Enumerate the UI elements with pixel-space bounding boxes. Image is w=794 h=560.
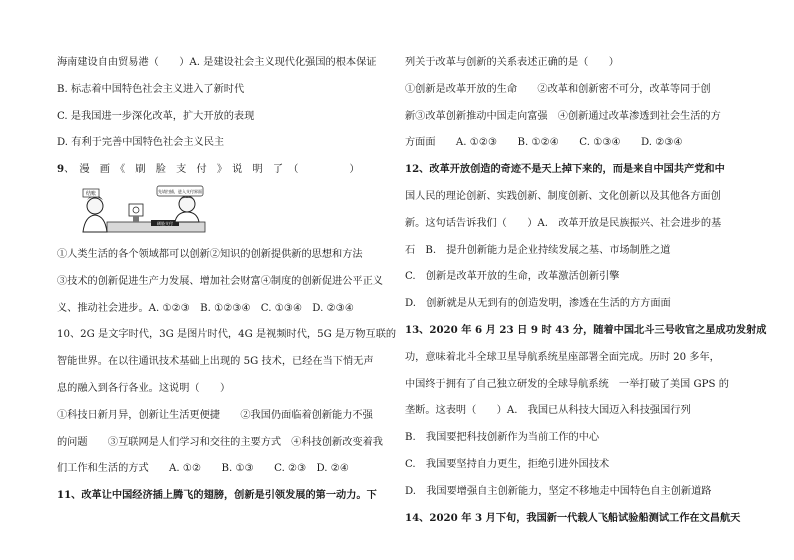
q11-statements-line-2: 新③改革创新推动中国走向富强 ④创新通过改革渗透到社会生活的方	[405, 110, 721, 122]
q12-option-d: D. 创新就是从无到有的创造发明，渗透在生活的方方面面	[405, 298, 671, 310]
q12-stem-line-1: 12、改革开放创造的奇迹不是天上掉下来的，而是来自中国共产党和中	[405, 163, 725, 176]
q9-options: 义、推动社会进步。A. ①②③ B. ①②③④ C. ①③④ D. ②③④	[57, 302, 354, 314]
cashier-body	[175, 212, 199, 222]
q13-stem-line-3: 中国终于拥有了自己独立研发的全球导航系统 一举打破了美国 GPS 的	[405, 378, 729, 390]
face-pay-cartoon	[77, 184, 209, 236]
cashier-head	[179, 196, 195, 212]
checkout-tag-text: 结账	[85, 190, 97, 197]
q13-option-d: D. 我国要增强自主创新能力，坚定不移地走中国特色自主创新道路	[405, 485, 712, 497]
q11-stem-line-2: 列关于改革与创新的关系表述正确的是（ ）	[405, 57, 619, 68]
q13-option-b: B. 我国要把科技创新作为当前工作的中心	[405, 432, 600, 444]
customer-body	[83, 215, 107, 232]
q12-stem-line-3: 新。这句话告诉我们（ ）A. 改革开放是民族振兴、社会进步的基	[405, 217, 722, 229]
q9-statements-line-2: ③技术的创新促进生产力发展、增加社会财富④制度的创新促进公平正义	[57, 275, 383, 287]
kiosk-screen	[129, 204, 143, 216]
q8-option-a-line: 海南建设自由贸易港（ ）A. 是建设社会主义现代化强国的根本保证	[57, 57, 377, 68]
q11-statements-line-1: ①创新是改革开放的生命 ②改革和创新密不可分，改革等同于创	[405, 83, 711, 95]
q11-stem-line-1: 11、改革让中国经济插上腾飞的翅膀，创新是引领发展的第一动力。下	[57, 489, 377, 502]
q12-stem-line-2: 国人民的理论创新、实践创新、制度创新、文化创新以及其他各方面创	[405, 190, 721, 202]
pay-screen-text: 刷脸支付	[157, 220, 173, 226]
q8-option-c: C. 是我国进一步深化改革，扩大开放的表现	[57, 110, 255, 122]
q11-options: 方面面 A. ①②③ B. ①②④ C. ①③④ D. ②③④	[405, 137, 683, 149]
q10-statements-line-1: ①科技日新月异，创新让生活更便捷 ②我国仍面临着创新能力不强	[57, 409, 373, 421]
q9-number: 9	[57, 163, 65, 176]
q9-text: 、 漫 画 《 刷 脸 支 付 》 说 明 了 （ ）	[64, 164, 360, 176]
customer-head	[87, 198, 103, 214]
q12-option-b: 石 B. 提升创新能力是企业持续发展之基、市场制胜之道	[405, 244, 671, 256]
q10-stem-line-2: 智能世界。在以往通讯技术基础上出现的 5G 技术，已经在当下悄无声	[57, 356, 374, 368]
q10-options: 们工作和生活的方式 A. ①② B. ①③ C. ②③ D. ②④	[57, 463, 350, 475]
q9-stem	[57, 163, 391, 176]
right-column	[405, 56, 767, 538]
q13-option-c: C. 我国要坚持自力更生，拒绝引进外国技术	[405, 458, 610, 470]
q13-stem-line-2: 功，意味着北斗全球卫星导航系统星座部署全面完成。历时 20 多年，	[405, 351, 720, 363]
q10-stem-line-1: 10、2G 是文字时代，3G 是图片时代，4G 是视频时代，5G 是万物互联的	[57, 329, 397, 341]
q9-statements-line-1: ①人类生活的各个领域都可以创新②知识的创新提供新的思想和方法	[57, 248, 363, 260]
speech-bubble-text: 先请扫描，进入支付界面	[158, 188, 202, 194]
kiosk-stand	[133, 216, 139, 222]
left-column	[57, 56, 397, 516]
q14-stem-line-1: 14、2020 年 3 月下旬，我国新一代载人飞船试验船测试工作在文昌航天	[405, 511, 741, 524]
q10-statements-line-2: 的问题 ③互联网是人们学习和交往的主要方式 ④科技创新改变着我	[57, 436, 383, 448]
q13-stem-line-4: 垄断。这表明（ ）A. 我国已从科技大国迈入科技强国行列	[405, 405, 691, 417]
q8-option-d: D. 有利于完善中国特色社会主义民主	[57, 137, 225, 149]
q12-option-c: C. 创新是改革开放的生命，改革激活创新引擎	[405, 271, 620, 283]
q13-stem-line-1: 13、2020 年 6 月 23 日 9 时 43 分，随着中国北斗三号收官之星成功发射成	[405, 323, 767, 336]
q10-stem-line-3: 息的融入到各行各业。这说明（ ）	[57, 382, 231, 394]
q8-option-b: B. 标志着中国特色社会主义进入了新时代	[57, 83, 245, 95]
